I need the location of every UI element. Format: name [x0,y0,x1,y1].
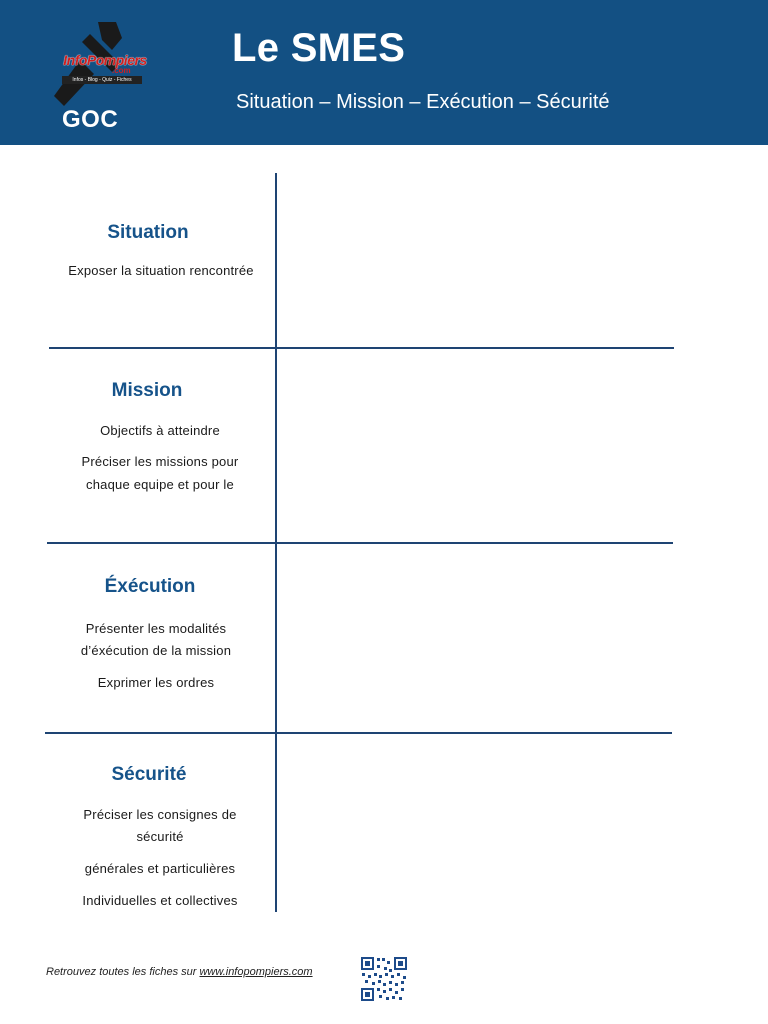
row-divider [47,542,673,544]
footer-link[interactable]: www.infopompiers.com [199,966,313,978]
logo-tagline: Infos - Blog - Quiz - Fiches [62,76,142,84]
section-text: Objectifs à atteindre [100,423,220,438]
section-text: Individuelles et collectives [82,893,238,908]
goc-badge: GOC [62,106,119,133]
section-text: Exprimer les ordres [97,675,215,690]
section-text: Exposer la situation rencontrée [68,263,254,278]
section-text: Présenter les modalités [85,621,227,636]
section-title-mission: Mission [111,380,183,401]
footer-text: Retrouvez toutes les fiches sur [46,966,200,978]
section-title-execution: Éxécution [104,576,196,597]
section-text: d’éxécution de la mission [80,643,232,658]
logo-wordmark: InfoPompiers [63,52,147,68]
page-subtitle: Situation – Mission – Exécution – Sécurité [236,91,610,113]
section-text: générales et particulières [84,861,236,876]
footer-note [46,966,313,978]
infopompiers-logo [50,20,160,138]
header-banner [0,0,768,145]
section-text: Préciser les consignes de [83,807,237,822]
logo-domain: .com [112,66,131,75]
section-text: Préciser les missions pour [81,454,239,469]
page-title: Le SMES [232,26,406,70]
section-text: chaque equipe et pour le [86,477,234,492]
section-text: sécurité [136,829,184,844]
row-divider [45,732,672,734]
section-title-securite: Sécurité [111,764,187,785]
qr-code-icon[interactable] [360,956,408,1002]
row-divider [49,347,674,349]
section-title-situation: Situation [107,222,189,243]
